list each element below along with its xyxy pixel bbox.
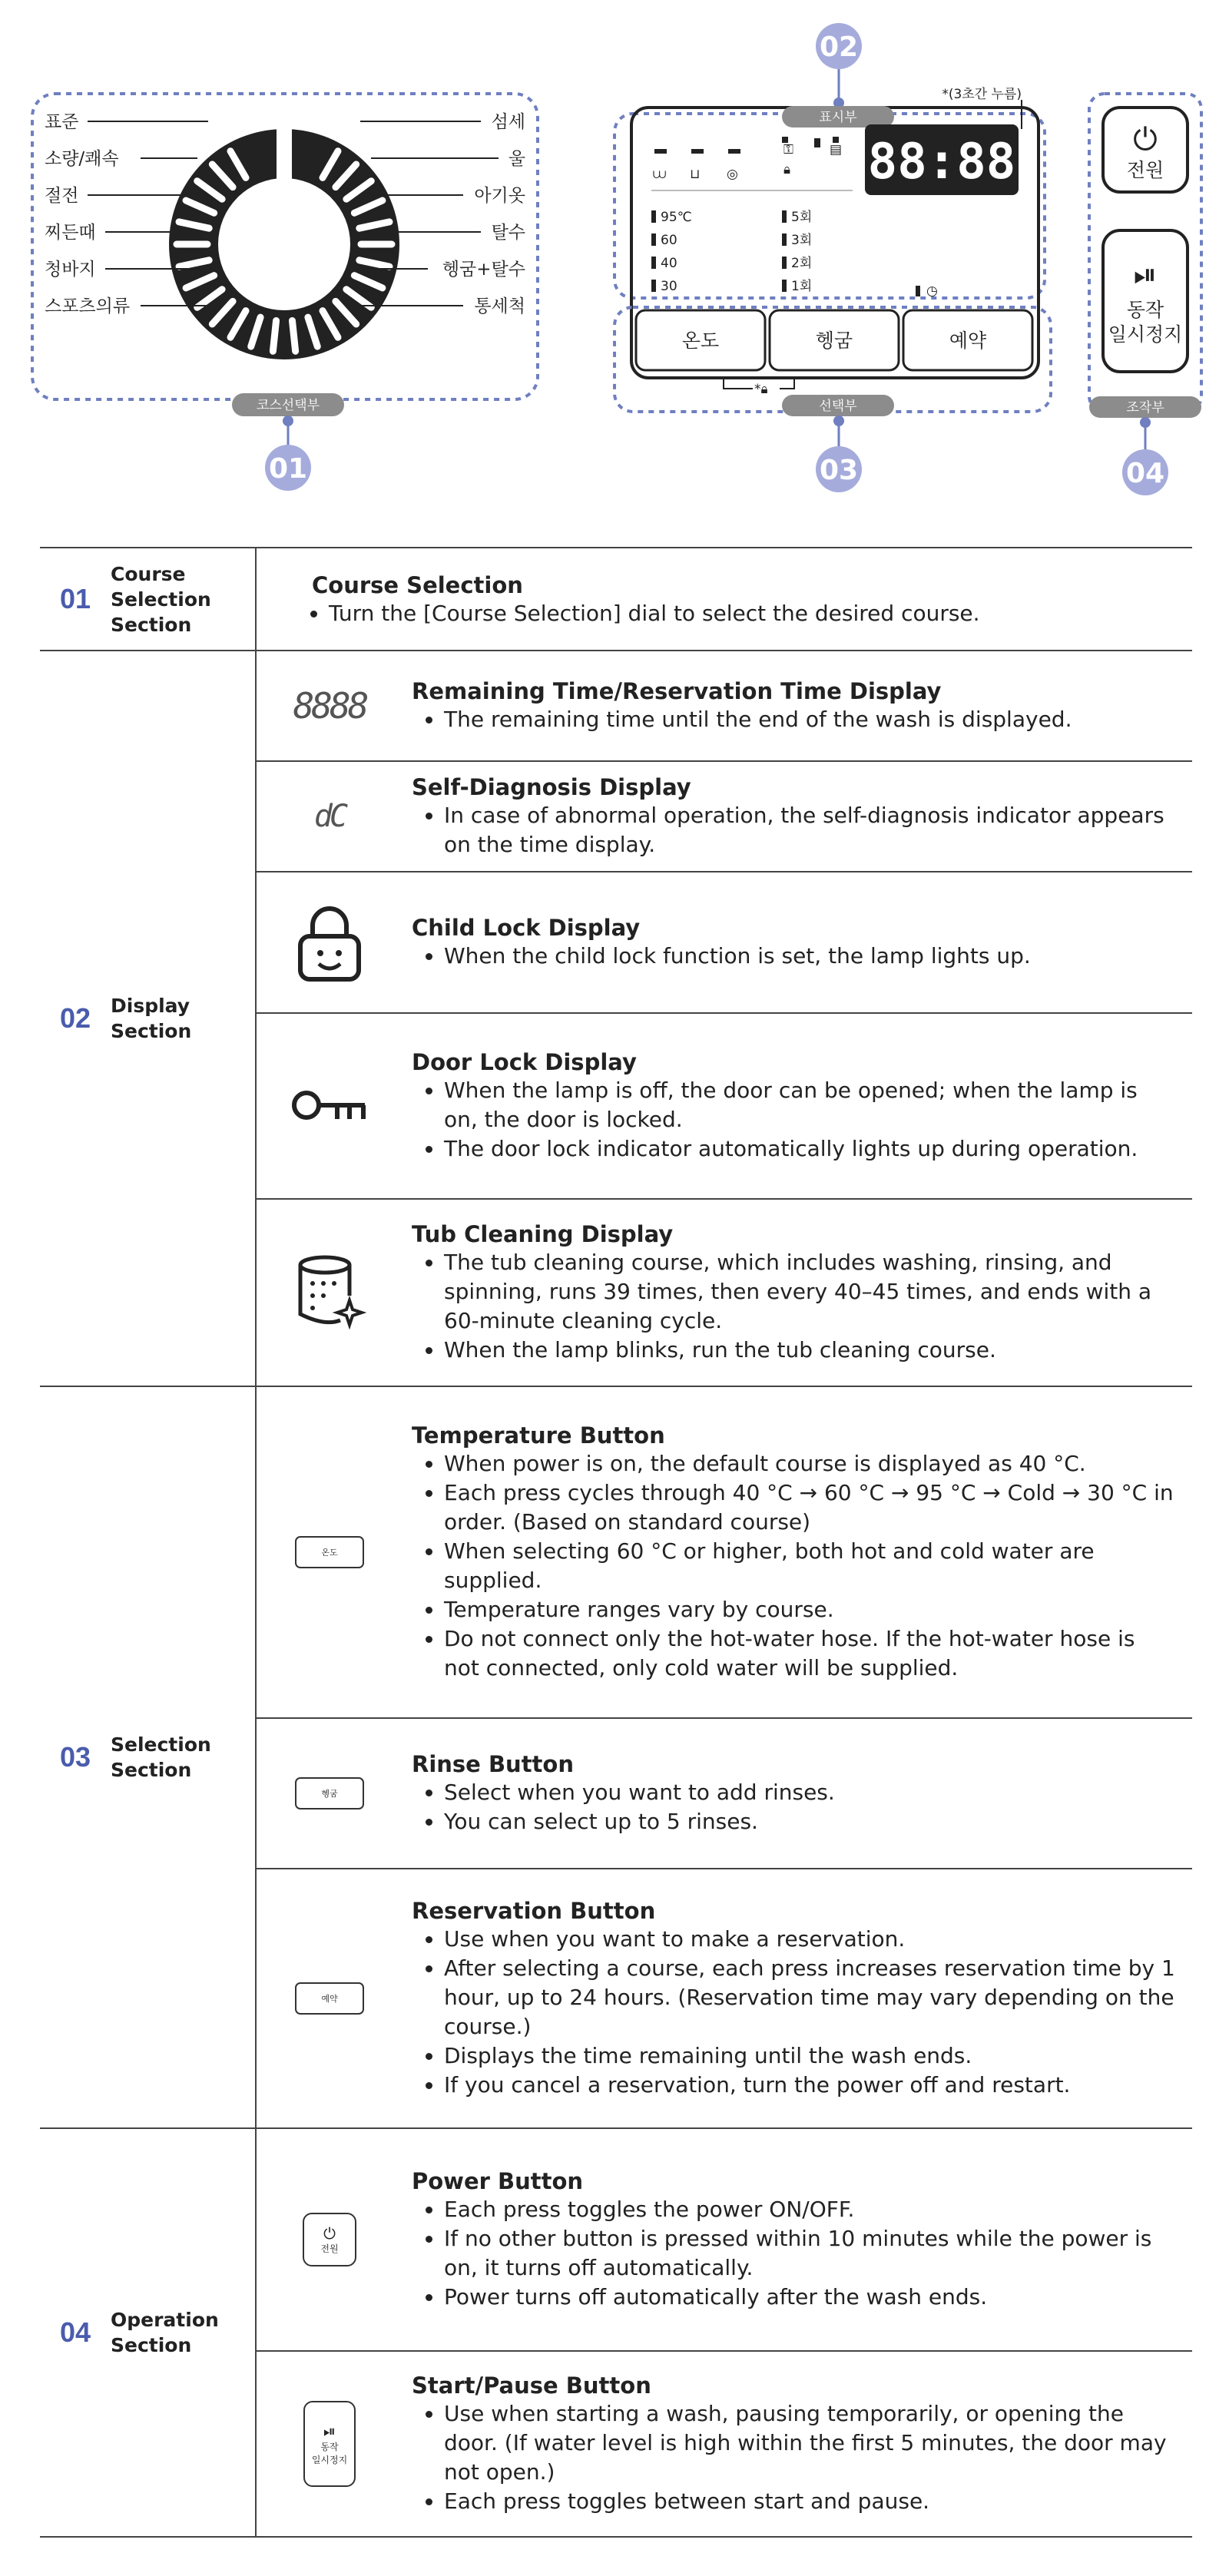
rinse-list [782,209,812,294]
item-title: Course Selection [312,572,523,598]
section-number: 01 [59,583,91,614]
rinse-button-label: 헹굼 [815,329,853,352]
temp-option: 95℃ [661,210,692,225]
display-caption: 표시부 [819,110,857,125]
item-bullet: • The door lock indicator automatically lights up during operation. [444,1134,1177,1164]
child-lock-small-icon: 🔒︎ [783,162,791,177]
item-bullet: • The remaining time until the end of the wash is displayed. [444,705,1177,734]
power-button-icon-label: 전원 [320,2243,339,2254]
callout-04-label: 04 [1125,458,1165,489]
item-bullet: • Do not connect only the hot-water hose. If the hot-water hose is not connected, only cold water will be supplied. [444,1624,1177,1683]
section-name: Display Section [111,995,192,1042]
self-diagnosis-icon: dC [313,799,346,834]
dial-right-label: 섬세 [491,112,525,132]
rinse-led [782,257,787,269]
dial-left-label: 스포츠의류 [45,296,131,316]
temp-led [651,257,656,269]
reservation-button-icon: 예약 [295,1982,364,2015]
temp-option: 60 [661,233,677,248]
control-panel-svg [0,0,1229,522]
start-pause-icon: ⏯ [1133,257,1158,291]
rinse-led [782,210,787,223]
rinse-option: 3회 [791,233,813,248]
child-lock-icon [296,902,363,982]
section-name: Course Selection Section [111,562,211,636]
dial-right-label: 아기옷 [474,186,525,206]
wash-indicators [654,137,839,154]
item-bullet: • Each press toggles the power ON/OFF. [444,2195,1177,2224]
item-bullet: • Each press toggles between start and pause. [444,2487,1177,2516]
item-bullet: • You can select up to 5 rinses. [444,1807,1177,1836]
door-lock-small-icon: ⚿ [783,142,793,157]
rinse-option: 1회 [791,279,813,294]
section-04-row [40,2129,1192,2538]
note-3sec: *(3초간 누름) [942,87,1022,102]
start-icon-label-2: 일시정지 [311,2455,348,2465]
section-number: 03 [59,1741,91,1773]
power-label: 전원 [1126,159,1164,181]
door-lock-key-icon [290,1087,369,1125]
tub-clean-small-icon: ▤ [830,142,843,157]
item-title: Rinse Button [412,1751,574,1777]
power-button-item [257,2129,1192,2352]
wash-icon: ⩊ [653,167,667,182]
remaining-time-item [257,651,1192,762]
power-button[interactable] [1103,108,1188,192]
child-lock-hint: *🔒︎ [754,382,768,397]
section-03-row [40,1387,1192,2129]
power-symbol-icon: ⏻ [323,2223,336,2243]
spin-icon: ◎ [727,167,738,182]
start-label-2: 일시정지 [1108,323,1183,346]
item-bullet: • Power turns off automatically after the wash ends. [444,2283,1177,2312]
item-title: Child Lock Display [412,915,641,941]
item-bullet: • Select when you want to add rinses. [444,1778,1177,1807]
item-bullet: • When selecting 60 °C or higher, both hot and cold water are supplied. [444,1537,1177,1595]
tub-cleaning-item [257,1200,1192,1386]
section-name: Operation Section [111,2309,219,2356]
rinse-led [782,233,787,246]
dial-left-label: 표준 [45,112,79,132]
dial-right-label: 통세척 [474,296,525,316]
item-title: Tub Cleaning Display [412,1221,674,1247]
start-pause-button[interactable] [1103,230,1188,372]
temp-option: 30 [661,279,677,294]
power-button-icon [303,2213,356,2266]
item-bullet: • Use when you want to make a reservation. [444,1925,1177,1954]
item-title: Remaining Time/Reservation Time Display [412,678,942,704]
tub-cleaning-icon [293,1253,366,1333]
dial-left-label: 절전 [45,186,79,206]
start-pause-symbol-icon: ⏯ [323,2422,336,2440]
dial-right-label: 울 [508,149,525,169]
dial-tick [292,320,295,351]
reservation-button[interactable] [903,310,1032,370]
callout-03-label: 03 [819,455,859,486]
item-bullet: • If you cancel a reservation, turn the power off and restart. [444,2071,1177,2100]
operation-caption: 조작부 [1126,400,1164,416]
temperature-button-label: 온도 [681,329,720,352]
dial-left-label: 소량/쾌속 [45,149,119,169]
item-bullet: • Turn the [Course Selection] dial to select the desired course. [329,599,1177,628]
section-03-header [40,1387,257,2127]
item-bullet: • After selecting a course, each press increases reservation time by 1 hour, up to 24 hours. (Reservation time may vary depending on the course.) [444,1954,1177,2041]
section-01-row [40,548,1192,651]
rinse-led [782,280,787,292]
item-title: Power Button [412,2168,584,2194]
item-bullet: • When the lamp is off, the door can be opened; when the lamp is on, the door is locked. [444,1076,1177,1134]
dial-left-label: 청바지 [45,260,96,280]
reservation-button-label: 예약 [949,329,987,352]
section-02-row [40,651,1192,1387]
control-panel-diagram [0,0,1229,522]
rinse-option: 5회 [791,210,813,225]
power-icon: ⏻ [1133,122,1158,157]
description-table [40,547,1192,2538]
item-bullet: • Use when starting a wash, pausing temporarily, or opening the door. (If water level is high within the first 5 minutes, the door may not open.) [444,2399,1177,2487]
dial-right-label: 헹굼+탈수 [442,260,525,280]
rinse-button[interactable] [770,310,899,370]
start-pause-button-item [257,2352,1192,2536]
item-bullet: • If no other button is pressed within 10 minutes while the power is on, it turns off automatically. [444,2224,1177,2283]
temperature-button-item [257,1387,1192,1719]
callout-01-label: 01 [268,453,308,485]
section-04-header [40,2129,257,2536]
rinse-button-icon: 헹굼 [295,1777,364,1809]
temp-led [651,280,656,292]
item-bullet: • When the lamp blinks, run the tub cleaning course. [444,1336,1177,1365]
item-bullet: • When power is on, the default course is displayed as 40 °C. [444,1449,1177,1478]
course-dial[interactable] [169,129,399,359]
temperature-button[interactable] [636,310,765,370]
callout-02-label: 02 [819,31,859,63]
rinse-option: 2회 [791,256,813,271]
reservation-button-item [257,1869,1192,2127]
item-title: Self-Diagnosis Display [412,774,691,800]
item-bullet: • In case of abnormal operation, the self-diagnosis indicator appears on the time display. [444,801,1177,859]
start-icon-label-1: 동작 [320,2442,339,2452]
section-02-header [40,651,257,1386]
item-bullet: • Each press cycles through 40 °C → 60 °C → 95 °C → Cold → 30 °C in order. (Based on standard course) [444,1478,1177,1537]
item-bullet: • When the child lock function is set, the lamp lights up. [444,942,1177,971]
temperature-list [651,210,692,294]
seven-segment-icon: 8888 [293,685,366,727]
temp-option: 40 [661,256,677,271]
item-bullet: • Temperature ranges vary by course. [444,1595,1177,1624]
self-diagnosis-item [257,762,1192,872]
temp-led [651,233,656,246]
rinse-button-item [257,1719,1192,1869]
item-title: Door Lock Display [412,1049,637,1075]
item-title: Reservation Button [412,1898,656,1924]
dial-right-label: 탈수 [491,223,525,243]
course-selection-item [257,548,1192,650]
item-bullet: • Displays the time remaining until the wash ends. [444,2041,1177,2071]
section-number: 04 [59,2316,91,2348]
item-bullet: • The tub cleaning course, which includes washing, rinsing, and spinning, runs 39 times, then every 40–45 times, and ends with a 60-minute cleaning cycle. [444,1248,1177,1336]
dial-pointer [277,129,292,190]
section-01-header [40,548,257,650]
door-lock-item [257,1014,1192,1200]
temp-led [651,210,656,223]
timer-small-icon: ◷ [926,283,938,299]
dial-tick [273,320,276,351]
section-number: 02 [59,1002,91,1034]
start-pause-button-icon [303,2401,356,2487]
dial-caption: 코스선택부 [256,398,320,413]
child-lock-item [257,872,1192,1014]
section-name: Selection Section [111,1733,211,1781]
item-title: Temperature Button [412,1422,665,1449]
item-title: Start/Pause Button [412,2372,651,2399]
selection-caption: 선택부 [819,399,857,414]
rinse-icon: ⊔ [690,167,701,182]
temperature-button-icon: 온도 [295,1536,364,1568]
clock-digits: 88:88 [867,134,1016,190]
start-label-1: 동작 [1126,299,1164,321]
dial-left-label: 찌든때 [45,223,96,243]
